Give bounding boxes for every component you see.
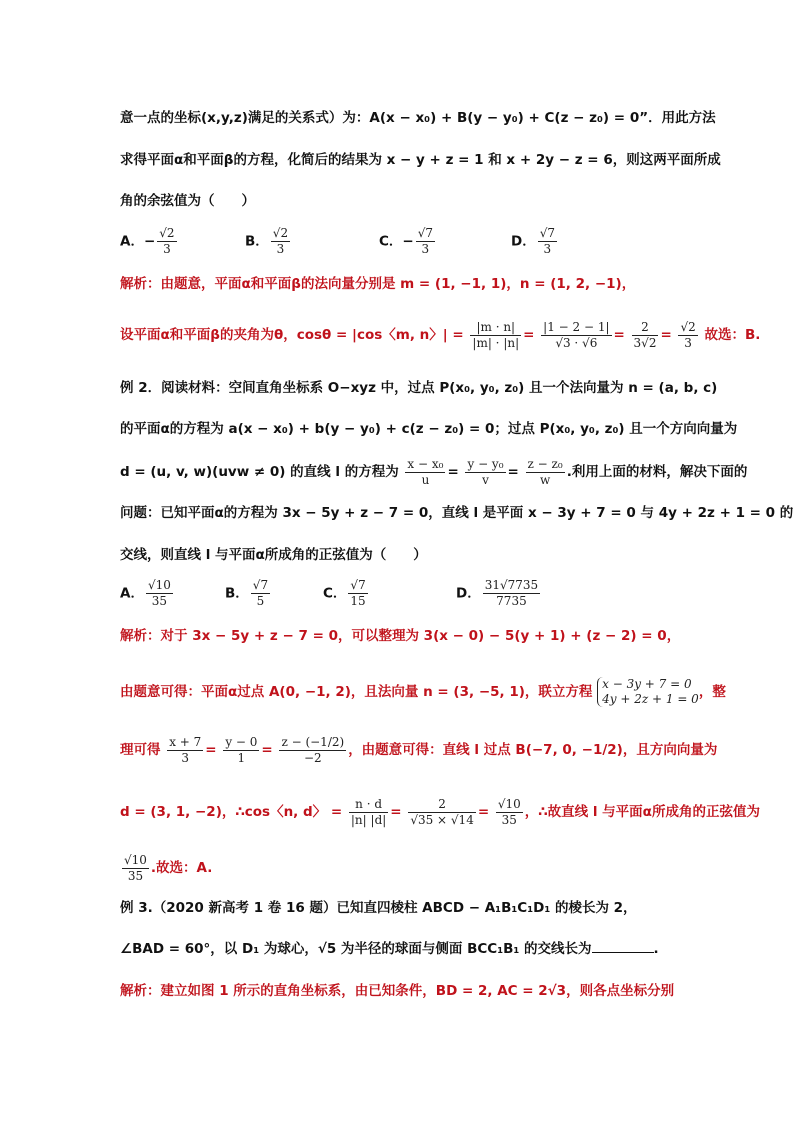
solution-line: d = (3, 1, −2)，∴cos〈n, d〉 = $\frac{n \cdot d}{|n| |d|}$ = $\frac{2}{√35 \times √14}$ = $\frac{√10}{35}$ ，∴故直线 l 与平面α所成角的正弦值为 <box>120 796 760 827</box>
solution-line: 由题意可得：平面α过点 A(0, −1, 2)，且法向量 n = (3, −5, 1)，联立方程 x − 3y + 7 = 0 4y + 2z + 1 = 0 ，整 <box>120 677 726 706</box>
text-line: 例 3.（2020 新高考 1 卷 16 题）已知直四棱柱 ABCD − A₁B₁C₁D₁ 的棱长为 2， <box>120 900 637 916</box>
solution-line: 解析：建立如图 1 所示的直角坐标系，由已知条件，BD = 2, AC = 2√3，则各点坐标分别 <box>120 983 675 999</box>
text-line: ∠BAD = 60°，以 D₁ 为球心，√5 为半径的球面与侧面 BCC₁B₁ 的交线长为 . <box>120 941 659 957</box>
choice-a[interactable]: A．− $\frac{√2}{3}$ <box>120 226 175 256</box>
text-line: 问题：已知平面α的方程为 3x − 5y + z − 7 = 0，直线 l 是平面 x − 3y + 7 = 0 与 4y + 2z + 1 = 0 的 <box>120 505 794 521</box>
solution-line: 解析：由题意，平面α和平面β的法向量分别是 m = (1, −1, 1)，n = (1, 2, −1)， <box>120 276 636 292</box>
text-line: 角的余弦值为（ ） <box>120 193 255 209</box>
choice-b[interactable]: B． $\frac{√7}{5}$ <box>225 578 269 608</box>
text-line: d = (u, v, w)(uvw ≠ 0) 的直线 l 的方程为 $\frac{\text{x − x₀}}{u}$ = $\frac{\text{y − y₀}}{v}$ = $\frac{\text{z − z₀}}{w}$ .利用上面的材料，解决下面的 <box>120 456 748 487</box>
choice-c[interactable]: C． $\frac{√7}{15}$ <box>323 578 366 608</box>
solution-line: $\frac{√10}{35}$ .故选：A. <box>124 852 213 883</box>
text-line: 的平面α的方程为 a(x − x₀) + b(y − y₀) + c(z − z₀) = 0；过点 P(x₀, y₀, z₀) 且一个方向向量为 <box>120 421 738 437</box>
choices-example-2 <box>120 578 676 618</box>
answer-blank[interactable] <box>592 940 654 953</box>
solution-line: 理可得 $\frac{x + 7}{3}$ = $\frac{y - 0}{1}$ = $\frac{z - (-1/2)}{-2}$ ，由题意可得：直线 l 过点 B(−7, 0, −1/2)，且方向向量为 <box>120 734 718 765</box>
choices-example-1 <box>120 226 676 266</box>
choice-c[interactable]: C．− $\frac{√7}{3}$ <box>379 226 434 256</box>
choice-b[interactable]: B． $\frac{√2}{3}$ <box>245 226 289 256</box>
text-line: 例 2．阅读材料：空间直角坐标系 O−xyz 中，过点 P(x₀, y₀, z₀) 且一个法向量为 n = (a, b, c) <box>120 380 718 396</box>
text-line: 交线，则直线 l 与平面α所成角的正弦值为（ ） <box>120 547 427 563</box>
choice-a[interactable]: A． $\frac{√10}{35}$ <box>120 578 171 608</box>
solution-line: 设平面α和平面β的夹角为θ，cosθ = |cos〈m, n〉| = $\frac{|m \cdot n|}{|m| \cdot |n|}$ = $\frac{|1 - 2 - 1|}{√3 \cdot √6}$ = $\frac{2}{3√2}$ = $\frac{√2}{3}$ 故选：B. <box>120 319 761 350</box>
solution-line: 解析：对于 3x − 5y + z − 7 = 0，可以整理为 3(x − 0) − 5(y + 1) + (z − 2) = 0， <box>120 628 681 644</box>
text-line: 意一点的坐标(x,y,z)满足的关系式）为：A(x − x₀) + B(y − y₀) + C(z − z₀) = 0”．用此方法 <box>120 110 716 126</box>
text-line: 求得平面α和平面β的方程，化简后的结果为 x − y + z = 1 和 x + 2y − z = 6，则这两平面所成 <box>120 152 721 168</box>
choice-d[interactable]: D． $\frac{31√7735}{7735}$ <box>456 578 539 608</box>
choice-d[interactable]: D． $\frac{√7}{3}$ <box>511 226 555 256</box>
